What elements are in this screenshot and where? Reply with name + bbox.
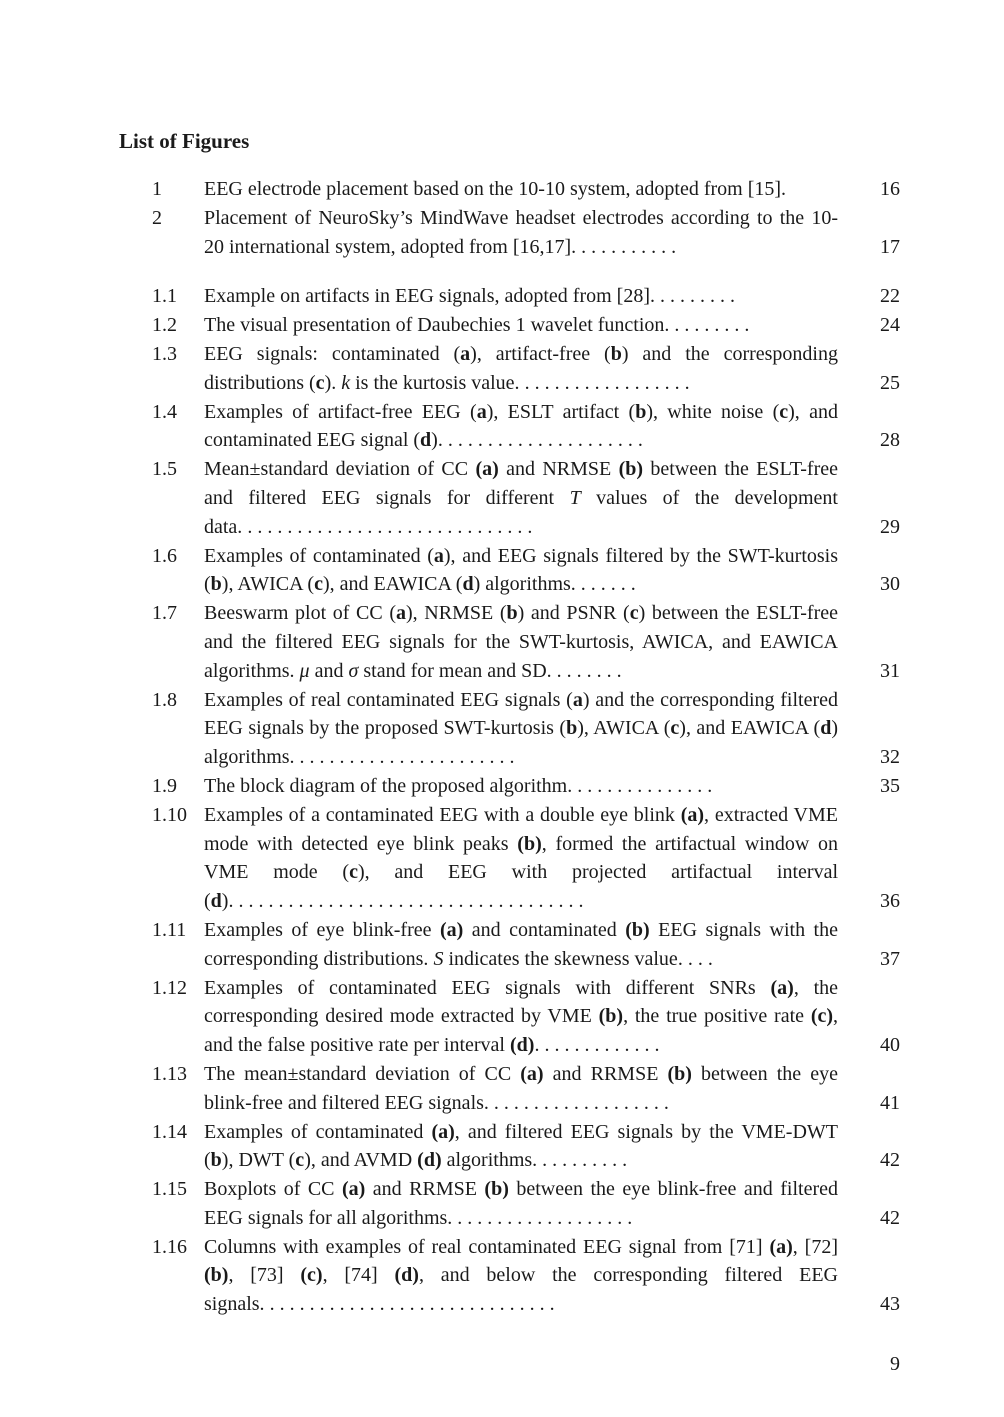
figure-caption: Examples of real contaminated EEG signals (a) and the corresponding filtered EEG signals by the proposed SWT-kurtosis (b), AWICA (c), and EAWICA (d) algorithms. . . . . . . . . . . . . . . . . . . . . . .: [204, 688, 839, 769]
figure-number: 1.9: [152, 774, 177, 797]
figure-entry[interactable]: [152, 204, 900, 262]
figure-number: 1.7: [152, 602, 177, 625]
figure-number: 1.2: [152, 314, 177, 337]
leader-dots: . . . . . . . . . . . . . . . . . . . .: [442, 429, 643, 452]
figure-page-number: 43: [880, 1293, 900, 1316]
figure-entry[interactable]: [152, 398, 900, 456]
figure-page-number: 41: [880, 1091, 900, 1114]
figure-page-number: 29: [880, 515, 900, 538]
figure-entry[interactable]: [152, 772, 900, 801]
figure-entry[interactable]: [152, 686, 900, 772]
figure-number: 1.14: [152, 1120, 187, 1143]
figure-caption: Examples of artifact-free EEG (a), ESLT artifact (b), white noise (c), and contaminated EEG signal (d). . . . . . . . . . . . . . . . . . . . .: [204, 400, 838, 452]
leader-dots: . . .: [682, 947, 713, 970]
figure-entry[interactable]: [152, 1233, 900, 1319]
figure-entry[interactable]: [152, 1060, 900, 1118]
figure-entry[interactable]: [152, 974, 900, 1060]
figure-entry[interactable]: [152, 801, 900, 916]
leader-dots: . . . . . . . .: [655, 285, 735, 308]
figure-caption: Placement of NeuroSky’s MindWave headset electrodes according to the 10-20 international system, adopted from [16,17]. . . . . . . . . . .: [204, 206, 838, 258]
figure-number: 1.10: [152, 803, 187, 826]
leader-dots: . . . . . . . . . . . . . . . . . . . . . . . . . . . . .: [242, 515, 533, 538]
figure-page-number: 30: [880, 573, 900, 596]
page-number: 9: [890, 1353, 900, 1375]
figure-page-number: 17: [880, 235, 900, 258]
leader-dots: . . . . . . . . . . . .: [539, 1034, 660, 1057]
figure-entry[interactable]: [152, 542, 900, 600]
figure-number: 2: [152, 206, 162, 229]
figure-entry[interactable]: [152, 175, 900, 204]
figure-entry[interactable]: [152, 455, 900, 541]
figure-page-number: 42: [880, 1149, 900, 1172]
figure-number: 1.6: [152, 544, 177, 567]
figure-caption: Examples of contaminated (a), and EEG signals filtered by the SWT-kurtosis (b), AWICA (c), and EAWICA (d) algorithms. . . . . . .: [204, 544, 839, 596]
figure-caption: EEG electrode placement based on the 10-10 system, adopted from [15].: [204, 178, 787, 200]
list-of-figures: [152, 175, 900, 1319]
figure-page-number: 25: [880, 371, 900, 394]
figure-number: 1.11: [152, 918, 187, 941]
leader-dots: . . . . . . . . . . . . . . . . .: [519, 371, 690, 394]
figure-number: 1.8: [152, 688, 177, 711]
figure-number: 1: [152, 178, 162, 200]
figure-page-number: 37: [880, 947, 900, 970]
figure-caption: Example on artifacts in EEG signals, adopted from [28]. . . . . . . . .: [204, 285, 735, 308]
figure-page-number: 35: [880, 774, 900, 797]
leader-dots: . . . . . .: [575, 573, 636, 596]
figure-entry[interactable]: [152, 1175, 900, 1233]
figure-caption: Examples of a contaminated EEG with a double eye blink (a), extracted VME mode with detected eye blink peaks (b), formed the artifactual window on VME mode (c), and EEG with projected artifactual interval (d). . . . . . . . . . . . . . . . . . . . . . . . . . . . . . . . . . . .: [204, 803, 839, 913]
leader-dots: . . . . . . . . . . . . . . . . . .: [488, 1091, 669, 1114]
figure-number: 1.3: [152, 342, 177, 365]
figure-caption: Boxplots of CC (a) and RRMSE (b) between the eye blink-free and filtered EEG signals for all algorithms. . . . . . . . . . . . . . . . . . .: [204, 1178, 838, 1229]
figure-caption: Mean±standard deviation of CC (a) and NRMSE (b) between the ESLT-free and filtered EEG signals for different T values of the development data. . . . . . . . . . . . . . . . . . . . . . . . . . . . . .: [204, 458, 839, 538]
figure-page-number: 42: [880, 1206, 900, 1229]
figure-page-number: 22: [880, 285, 900, 308]
figure-caption: Examples of contaminated EEG signals with different SNRs (a), the corresponding desired mode extracted by VME (b), the true positive rate (c), and the false positive rate per interval (d). . . . . . . . . . . . .: [204, 976, 839, 1057]
leader-dots: . . . . . . . . .: [537, 1149, 628, 1172]
leader-dots: . . . . . . . . . . . . . . . . . . . . . . . . . . . . .: [264, 1293, 555, 1316]
figure-caption: EEG signals: contaminated (a), artifact-free (b) and the corresponding distributions (c). k is the kurtosis value. . . . . . . . . . . . . . . . . .: [204, 342, 838, 394]
figure-caption: Examples of contaminated (a), and filtered EEG signals by the VME-DWT (b), DWT (c), and AVMD (d) algorithms. . . . . . . . . .: [204, 1120, 838, 1172]
leader-dots: . . . . . . . . . . . . . . . . . .: [452, 1206, 633, 1229]
leader-dots: . . . . . . . .: [669, 314, 750, 337]
figure-caption: Examples of eye blink-free (a) and contaminated (b) EEG signals with the corresponding distributions. S indicates the skewness value. . . .: [204, 918, 838, 970]
figure-page-number: 36: [880, 890, 900, 913]
leader-dots: . . . . . . . . . . . . . .: [572, 774, 713, 797]
figure-entry[interactable]: [152, 340, 900, 398]
figure-entry[interactable]: [152, 599, 900, 685]
figure-entry[interactable]: [152, 282, 900, 311]
figure-page-number: 31: [880, 659, 900, 682]
figure-entry[interactable]: [152, 916, 900, 974]
figure-page-number: 24: [880, 314, 900, 337]
figure-entry[interactable]: [152, 311, 900, 340]
leader-dots: . . . . . . . . . .: [576, 235, 677, 258]
figure-number: 1.4: [152, 400, 177, 423]
figure-caption: Beeswarm plot of CC (a), NRMSE (b) and PSNR (c) between the ESLT-free and the filtered EEG signals for the SWT-kurtosis, AWICA, and EAWICA algorithms. μ and σ stand for mean and SD. . . . . . . .: [204, 602, 839, 682]
figure-caption: Columns with examples of real contaminated EEG signal from [71] (a), [72] (b), [73] (c), [74] (d), and below the corresponding filtered EEG signals. . . . . . . . . . . . . . . . . . . . . . . . . . . . . .: [204, 1235, 838, 1316]
figure-page-number: 40: [880, 1034, 900, 1057]
figure-page-number: 32: [880, 746, 900, 769]
figure-number: 1.15: [152, 1178, 187, 1201]
figure-page-number: 16: [880, 178, 900, 200]
page-title: List of Figures: [119, 129, 250, 153]
figure-number: 1.12: [152, 976, 187, 999]
figure-caption: The block diagram of the proposed algorithm. . . . . . . . . . . . . . .: [204, 774, 713, 797]
figure-number: 1.5: [152, 458, 177, 481]
figure-caption: The visual presentation of Daubechies 1 wavelet function. . . . . . . . .: [204, 314, 750, 337]
figure-number: 1.1: [152, 285, 177, 308]
figure-entry[interactable]: [152, 1118, 900, 1176]
leader-dots: . . . . . . . . . . . . . . . . . . . . . .: [294, 746, 515, 769]
leader-dots: . . . . . . .: [551, 659, 622, 682]
figure-number: 1.16: [152, 1235, 187, 1258]
figure-caption: The mean±standard deviation of CC (a) and RRMSE (b) between the eye blink-free and filtered EEG signals. . . . . . . . . . . . . . . . . . .: [204, 1062, 838, 1114]
leader-dots: . . . . . . . . . . . . . . . . . . . . . . . . . . . . . . . . . . .: [233, 890, 584, 913]
figure-number: 1.13: [152, 1062, 187, 1085]
figure-page-number: 28: [880, 429, 900, 452]
